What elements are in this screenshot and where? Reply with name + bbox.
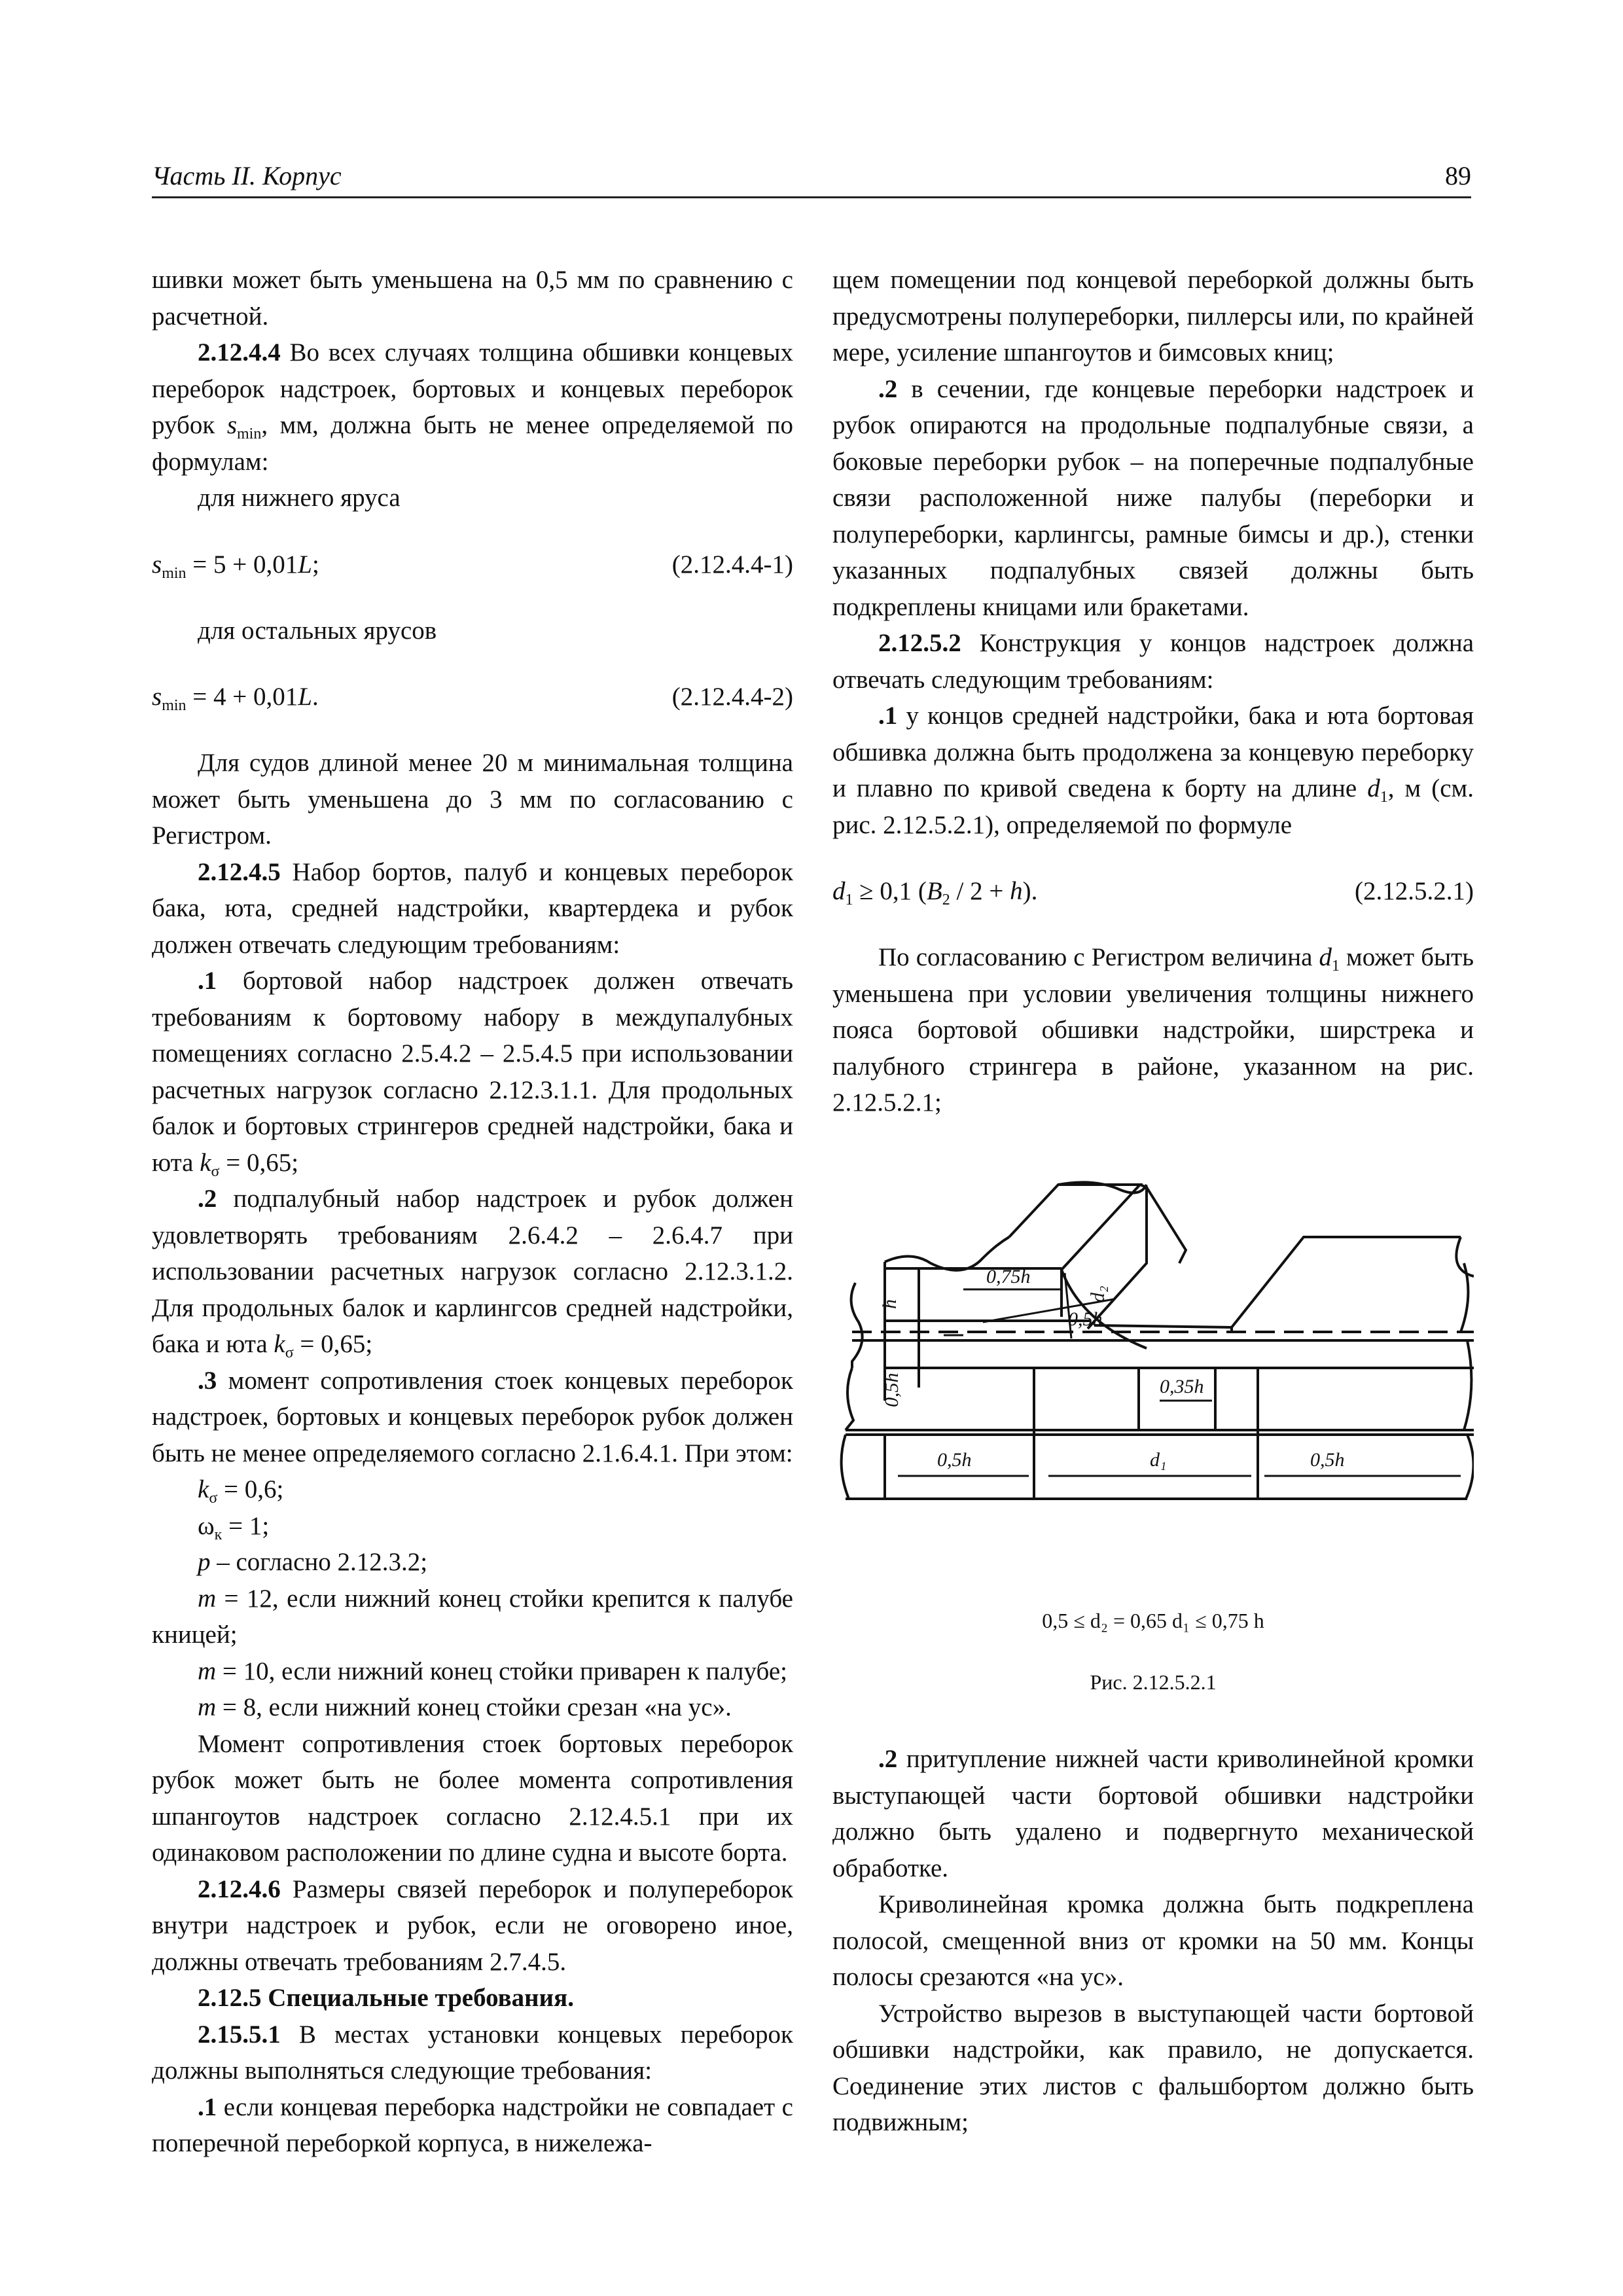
symbol: k — [198, 1475, 209, 1503]
text: = 0,65; — [293, 1330, 373, 1358]
paragraph: щем помещении под концевой переборкой должны быть предусмотрены полупереборки, пиллерсы или, по крайней мере, усиление шпангоутов и бимсовых книц; — [832, 266, 1474, 367]
clause-number: 2.12.4.6 — [198, 1874, 281, 1903]
text: В местах установки концевых переборок должны выполняться следующие требования: — [152, 2020, 793, 2085]
running-title: Часть II. Корпус — [152, 161, 342, 190]
text: = 8, если нижний конец стойки срезан «на ус». — [216, 1693, 732, 1721]
clause-number: 2.12.4.5 — [198, 857, 281, 886]
formula-number: (2.12.5.2.1) — [1355, 877, 1474, 905]
subscript: σ — [211, 1162, 220, 1180]
paragraph — [152, 2089, 793, 2162]
list-item — [152, 1471, 793, 1508]
clause-number: .1 — [878, 702, 898, 730]
symbol: h — [1010, 877, 1023, 905]
formula-1 — [152, 547, 793, 583]
label-h: h — [879, 1299, 901, 1309]
text: бортовой набор надстроек должен отвечать требованиям к бортовому набору в междупалубных помещениях согласно 2.5.4.2 – 2.5.4.5 при использовании расчетных нагрузок согласно 2.12.3.1.1. Для продольных балок и бортовых стрингеров средней надстройки, бака и юта — [152, 967, 793, 1177]
subscript: 1 — [1331, 958, 1340, 975]
symbol: ω — [198, 1511, 215, 1540]
list-item — [152, 1544, 793, 1581]
symbol: d — [832, 877, 846, 905]
text: , м (см. рис. 2.12.5.2.1), определяемой по формуле — [832, 774, 1474, 839]
paragraph: Криволинейная кромка должна быть подкреплена полосой, смещенной вниз от кромки на 50 мм. Концы полосы срезаются «на ус». — [832, 1890, 1474, 1991]
paragraph — [152, 1871, 793, 1981]
formula-label: для остальных ярусов — [198, 616, 437, 645]
formula-3 — [832, 873, 1474, 909]
text: Набор бортов, палуб и концевых переборок бака, юта, средней надстройки, квартердека и рубок должен отвечать следующим требованиям: — [152, 857, 793, 959]
figure-superstructure-end — [832, 1172, 1474, 1662]
text: / 2 + — [950, 877, 1010, 905]
text: ≥ 0,1 ( — [853, 877, 927, 905]
formula-number: (2.12.4.4-1) — [671, 550, 793, 579]
symbol: d — [1319, 943, 1332, 971]
formula-number: (2.12.4.4-2) — [671, 683, 793, 711]
page-number: 89 — [1445, 161, 1471, 190]
symbol: m — [198, 1693, 217, 1721]
label-d1: d₁ — [1150, 1449, 1167, 1471]
text: может быть уменьшена при условии увеличения толщины нижнего пояса бортовой обшивки надстройки, ширстрека и палубного стрингера в районе, указанном на рис. 2.12.5.2.1; — [832, 943, 1474, 1117]
list-item — [152, 1508, 793, 1545]
text: , мм, должна быть не менее определяемой по формулам: — [152, 411, 793, 476]
clause-number: .1 — [198, 2092, 217, 2121]
paragraph — [152, 1181, 793, 1363]
text: ). — [1022, 877, 1038, 905]
symbol: L — [298, 550, 312, 579]
text: = 0,6; — [217, 1475, 284, 1503]
label-05h-d: 0,5h — [1310, 1449, 1345, 1471]
subscript: 1 — [845, 891, 853, 908]
subscript: min — [162, 564, 187, 582]
figure-formula: 0,5 ≤ d₂ = 0,65 d₁ ≤ 0,75 h — [1042, 1609, 1264, 1632]
symbol: m — [198, 1584, 217, 1613]
clause-number: .1 — [198, 967, 217, 995]
text: . — [312, 683, 319, 711]
subscript: σ — [285, 1344, 294, 1361]
text: По согласованию с Регистром величина — [878, 943, 1319, 971]
label-075h: 0,75h — [986, 1266, 1031, 1287]
subscript: min — [162, 697, 187, 714]
formula-label: для нижнего яруса — [198, 484, 401, 512]
text: если концевая переборка надстройки не совпадает с поперечной переборкой корпуса, в нижележа- — [152, 2092, 793, 2157]
paragraph — [152, 1363, 793, 1472]
text: Во всех случаях толщина обшивки концевых переборок надстроек, бортовых и концевых переборок рубок — [152, 338, 793, 439]
paragraph — [832, 939, 1474, 1121]
clause-number: 2.15.5.1 — [198, 2020, 281, 2049]
clause-number: .2 — [878, 1745, 898, 1773]
paragraph — [832, 698, 1474, 843]
text: = 10, если нижний конец стойки приварен к палубе; — [216, 1657, 787, 1685]
right-column-lower — [832, 1741, 1474, 2141]
text: Конструкция у концов надстроек должна отвечать следующим требованиям: — [832, 629, 1474, 694]
clause-number: 2.12.4.4 — [198, 338, 281, 367]
text: = 4 + 0,01 — [186, 683, 298, 711]
paragraph: шивки может быть уменьшена на 0,5 мм по сравнению с расчетной. — [152, 266, 793, 331]
right-column — [832, 262, 1474, 1121]
paragraph — [152, 2017, 793, 2089]
symbol: d — [1367, 774, 1380, 802]
paragraph — [832, 371, 1474, 626]
figure-drawing — [832, 1172, 1474, 1630]
label-035h: 0,35h — [1160, 1376, 1204, 1397]
symbol: L — [298, 683, 312, 711]
text: = 1; — [222, 1511, 270, 1540]
paragraph: Устройство вырезов в выступающей части бортовой обшивки надстройки, как правило, не допускается. Соединение этих листов с фальшбортом должно быть подвижным; — [832, 1999, 1474, 2136]
list-item — [152, 1689, 793, 1726]
symbol: s — [226, 411, 238, 439]
text: подпалубный набор надстроек и рубок должен удовлетворять требованиям 2.6.4.2 – 2.6.4.7 при использовании расчетных нагрузок согласно 2.12.3.1.2. Для продольных балок и карлингсов средней надстройки, бака и юта — [152, 1185, 793, 1358]
formula-2 — [152, 679, 793, 715]
paragraph — [152, 854, 793, 963]
label-d2: d₂ — [1087, 1285, 1109, 1302]
text: момент сопротивления стоек концевых переборок надстроек, бортовых и концевых переборок рубок должен быть не менее определяемого согласно 2.1.6.4.1. При этом: — [152, 1366, 793, 1467]
paragraph — [152, 334, 793, 480]
symbol: s — [152, 550, 162, 579]
text: притупление нижней части криволинейной кромки выступающей части бортовой обшивки надстройки должно быть удалено и подвергнуто механической обработке. — [832, 1745, 1474, 1882]
text: в сечении, где концевые переборки надстроек и рубок опираются на продольные подпалубные связи, а боковые переборки рубок – на поперечные подпалубные связи расположенной ниже палубы (переборки и полупереборки, карлингсы, рамные бимсы и др.), стенки указанных подпалубных связей должны быть подкреплены кницами или бракетами. — [832, 374, 1474, 621]
subscript: min — [237, 425, 262, 442]
paragraph — [152, 963, 793, 1181]
label-05h-c: 0,5h — [937, 1449, 972, 1471]
clause-number: .3 — [198, 1366, 217, 1395]
list-item — [152, 1581, 793, 1653]
subscript: σ — [209, 1490, 218, 1507]
text: = 5 + 0,01 — [186, 550, 298, 579]
subscript: 2 — [942, 891, 950, 908]
figure-caption: Рис. 2.12.5.2.1 — [1090, 1670, 1217, 1694]
symbol: k — [200, 1148, 211, 1177]
symbol: s — [152, 683, 162, 711]
clause-number: 2.12.5.2 — [878, 629, 961, 657]
symbol: B — [926, 877, 942, 905]
text: Размеры связей переборок и полупереборок внутри надстроек и рубок, если не оговорено иное, должны отвечать требованиям 2.7.4.5. — [152, 1874, 793, 1976]
label-05h-b: 0,5h — [881, 1372, 902, 1407]
section-heading: 2.12.5 Специальные требования. — [198, 1984, 574, 2012]
page-header — [152, 160, 1471, 198]
subscript: к — [214, 1526, 223, 1543]
text: = 0,65; — [219, 1148, 299, 1177]
paragraph — [832, 625, 1474, 698]
paragraph: Для судов длиной менее 20 м минимальная толщина может быть уменьшена до 3 мм по согласованию с Регистром. — [152, 749, 793, 850]
clause-number: .2 — [198, 1185, 217, 1213]
left-column — [152, 262, 793, 2162]
symbol: p — [198, 1548, 211, 1576]
text: у концов средней надстройки, бака и юта бортовая обшивка должна быть продолжена за концевую переборку и плавно по кривой сведена к борту на длине — [832, 702, 1474, 802]
text: – согласно 2.12.3.2; — [210, 1548, 428, 1576]
subscript: 1 — [1380, 789, 1388, 806]
label-05h-a: 0,5h — [1068, 1308, 1103, 1330]
text: ; — [312, 550, 319, 579]
paragraph: Момент сопротивления стоек бортовых переборок рубок может быть не более момента сопротивления шпангоутов надстроек согласно 2.12.4.5.1 при их одинаковом расположении по длине судна и высоте борта. — [152, 1729, 793, 1867]
paragraph — [832, 1741, 1474, 1886]
symbol: m — [198, 1657, 217, 1685]
symbol: k — [274, 1330, 285, 1358]
text: = 12, если нижний конец стойки крепится к палубе кницей; — [152, 1584, 793, 1649]
list-item — [152, 1653, 793, 1690]
clause-number: .2 — [878, 374, 898, 403]
